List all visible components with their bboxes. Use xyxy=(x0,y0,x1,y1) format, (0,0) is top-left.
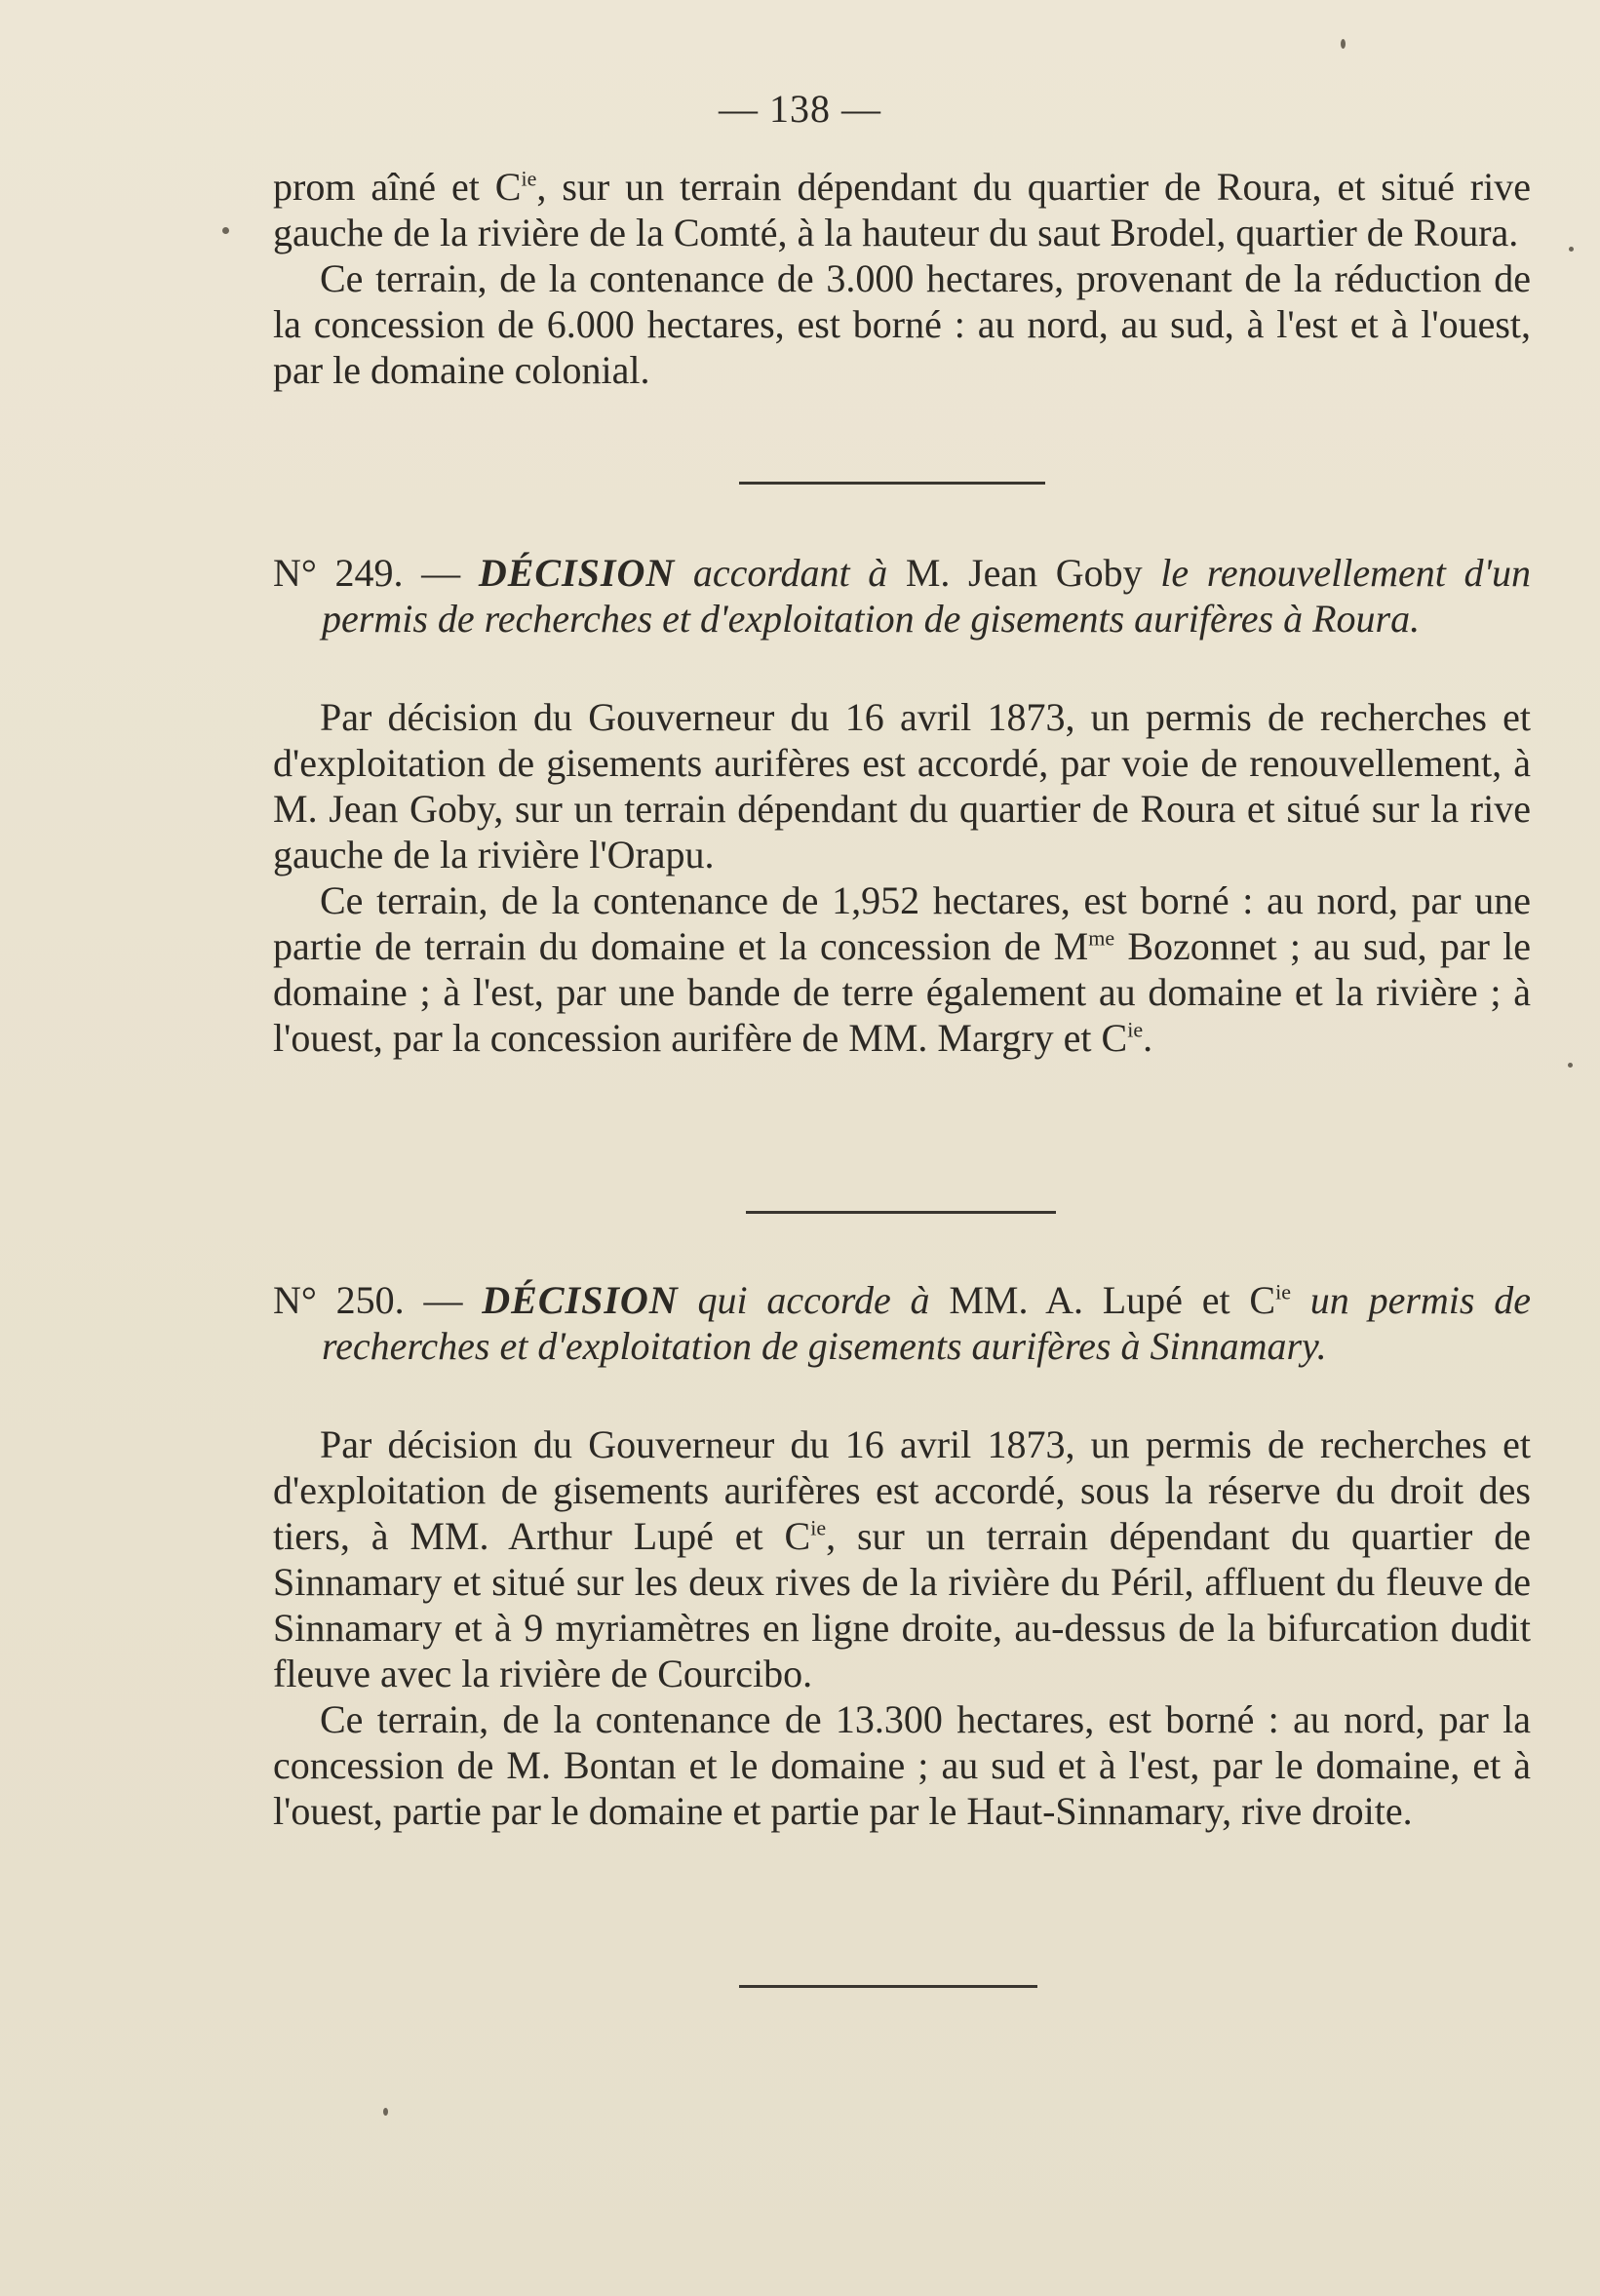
ink-speck xyxy=(1568,1063,1573,1068)
page-number: — 138 — xyxy=(719,87,881,131)
section-divider xyxy=(739,1985,1037,1988)
entry-250-paragraph-1: Par décision du Gouverneur du 16 avril 1873, un permis de recherches et d'exploitation de gisements aurifères est accordé, sous la réserve du droit des tiers, à MM. Arthur Lupé et $C^{ie}$, sur un terrain dépendant du quartier de Sinnamary et situé sur les deux rives de la rivière du Péril, affluent du fleuve de Sinnamary et à 9 myriamètres en ligne droite, au-dessus de la bifurcation dudit fleuve avec la rivière de Courcibo. xyxy=(273,1422,1532,1695)
entry-249-paragraph-1: Par décision du Gouverneur du 16 avril 1873, un permis de recherches et d'exploitation de gisements aurifères est accordé, par voie de renouvellement, à M. Jean Goby, sur un terrain dépendant du quartier de Roura et situé sur la rive gauche de la rivière l'Orapu. xyxy=(273,695,1531,876)
entry-250 xyxy=(273,1277,1531,1834)
entry-249 xyxy=(273,550,1531,1061)
entry-249-heading: N° 249. — DÉCISION accordant à M. Jean Goby le renouvellement d'un permis de recherches et d'exploitation de gisements aurifères à Roura. xyxy=(273,551,1532,641)
intro-paragraph-2: Ce terrain, de la contenance de 3.000 hectares, provenant de la réduction de la concession de 6.000 hectares, est borné : au nord, au sud, à l'est et à l'ouest, par le domaine colonial. xyxy=(273,256,1531,392)
section-divider xyxy=(739,482,1045,485)
ink-speck xyxy=(1569,247,1574,252)
intro-section xyxy=(273,164,1531,393)
entry-249-paragraph-2: Ce terrain, de la contenance de 1,952 hectares, est borné : au nord, par une partie de terrain du domaine et la concession de $M^{me}$ Bozonnet ; au sud, par le domaine ; à l'est, par une bande de terre également au domaine et la rivière ; à l'ouest, par la concession aurifère de MM. Margry et $C^{ie}$. xyxy=(273,878,1531,1060)
ink-speck xyxy=(1341,39,1346,49)
ink-speck xyxy=(222,227,229,234)
ink-speck xyxy=(383,2108,388,2116)
intro-paragraph-1: prom aîné et $C^{ie}$, sur un terrain dépendant du quartier de Roura, et situé rive gauche de la rivière de la Comté, à la hauteur du saut Brodel, quartier de Roura. xyxy=(273,165,1531,254)
section-divider xyxy=(746,1211,1056,1214)
entry-250-paragraph-2: Ce terrain, de la contenance de 13.300 hectares, est borné : au nord, par la concession de M. Bontan et le domaine ; au sud et à l'est, par le domaine, et à l'ouest, partie par le domaine et partie par le Haut-Sinnamary, rive droite. xyxy=(273,1697,1531,1833)
entry-250-heading: N° 250. — DÉCISION qui accorde à MM. A. Lupé et $C^{ie}$ un permis de recherches et d'exploitation de gisements aurifères à Sinnamary. xyxy=(273,1278,1531,1368)
